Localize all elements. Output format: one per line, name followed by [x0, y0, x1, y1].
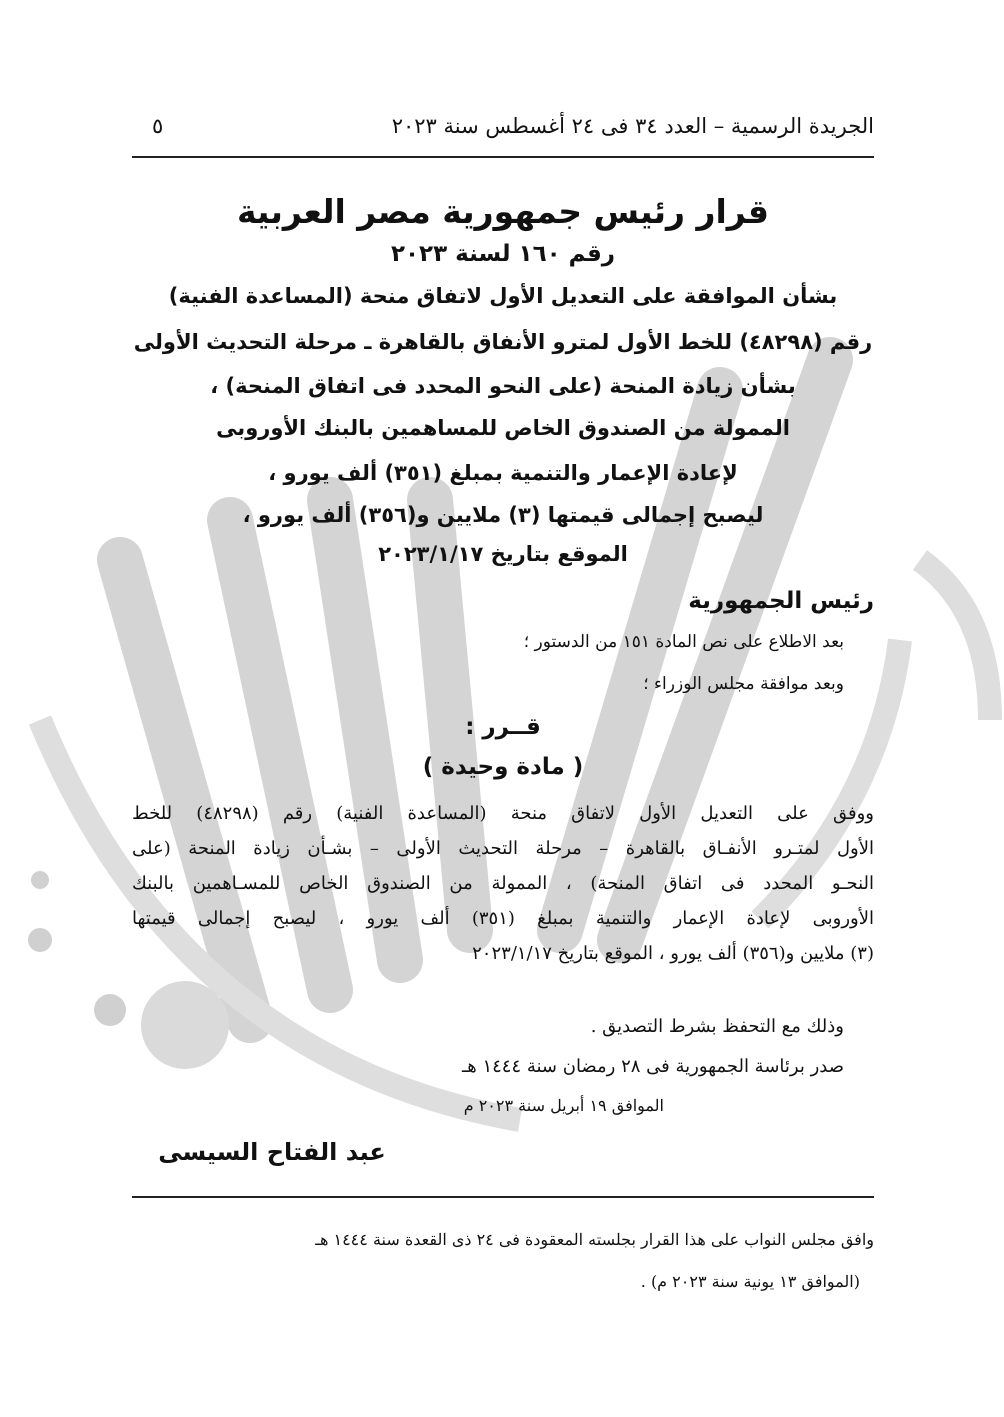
recital-cabinet: وبعد موافقة مجلس الوزراء ؛: [643, 674, 844, 694]
issued-date-hijri: صدر برئاسة الجمهورية فى ٢٨ رمضان سنة ١٤٤٤ هـ: [461, 1056, 844, 1077]
decree-subject-line: الموقع بتاريخ ٢٠٢٣/١/١٧: [378, 542, 628, 566]
article-line: الأوروبى لإعادة الإعمار والتنمية بمبلغ (٣٥١) ألف يورو ، ليصبح إجمالى قيمتها: [132, 908, 874, 929]
single-article-heading: ( مادة وحيدة ): [422, 754, 584, 780]
ratification-reservation: وذلك مع التحفظ بشرط التصديق .: [590, 1016, 844, 1037]
gazette-header-title: الجريدة الرسمية – العدد ٣٤ فى ٢٤ أغسطس سنة ٢٠٢٣: [391, 114, 874, 138]
decree-subject-line: بشأن زيادة المنحة (على النحو المحدد فى اتفاق المنحة) ،: [210, 374, 796, 398]
footnote-divider: [132, 1196, 874, 1198]
president-signature: عبد الفتاح السيسى: [158, 1138, 386, 1166]
decree-subject-line: الممولة من الصندوق الخاص للمساهمين بالبنك الأوروبى: [216, 416, 790, 440]
footnote-parliament-approval: وافق مجلس النواب على هذا القرار بجلسته المعقودة فى ٢٤ ذى القعدة سنة ١٤٤٤ هـ: [315, 1230, 874, 1249]
article-line: الأول لمتـرو الأنفـاق بالقاهرة – مرحلة التحديث الأولى – بشـأن زيادة المنحة (على: [132, 838, 874, 859]
gazette-page: [132, 0, 874, 1417]
footnote-gregorian-date: (الموافق ١٣ يونية سنة ٢٠٢٣ م) .: [640, 1272, 860, 1291]
article-line: (٣) ملايين و(٣٥٦) ألف يورو ، الموقع بتاريخ ٢٠٢٣/١/١٧: [472, 943, 874, 964]
decided-heading: قــرر :: [465, 714, 541, 740]
decree-title: قرار رئيس جمهورية مصر العربية: [237, 192, 769, 231]
recital-constitution: بعد الاطلاع على نص المادة ١٥١ من الدستور ؛: [523, 632, 844, 652]
decree-subject-line: ليصبح إجمالى قيمتها (٣) ملايين و(٣٥٦) ألف يورو ،: [242, 503, 764, 527]
article-line: ووفق على التعديل الأول لاتفاق منحة (المساعدة الفنية) رقم (٤٨٢٩٨) للخط: [132, 803, 874, 824]
decree-subject-line: بشأن الموافقة على التعديل الأول لاتفاق منحة (المساعدة الفنية): [168, 284, 838, 308]
header-divider: [132, 156, 874, 158]
page-header: [132, 114, 874, 154]
president-heading: رئيس الجمهورية: [688, 588, 874, 614]
decree-subject-line: لإعادة الإعمار والتنمية بمبلغ (٣٥١) ألف يورو ،: [268, 461, 738, 485]
article-text: [132, 796, 874, 971]
article-line: النحـو المحدد فى اتفاق المنحة) ، الممولة من الصندوق الخاص للمسـاهمين بالبنك: [132, 873, 874, 894]
decree-subject-line: رقم (٤٨٢٩٨) للخط الأول لمترو الأنفاق بالقاهرة ـ مرحلة التحديث الأولى: [133, 330, 873, 354]
issued-date-gregorian: الموافق ١٩ أبريل سنة ٢٠٢٣ م: [463, 1096, 664, 1115]
decree-number: رقم ١٦٠ لسنة ٢٠٢٣: [390, 241, 616, 267]
page-number: ٥: [152, 114, 164, 138]
